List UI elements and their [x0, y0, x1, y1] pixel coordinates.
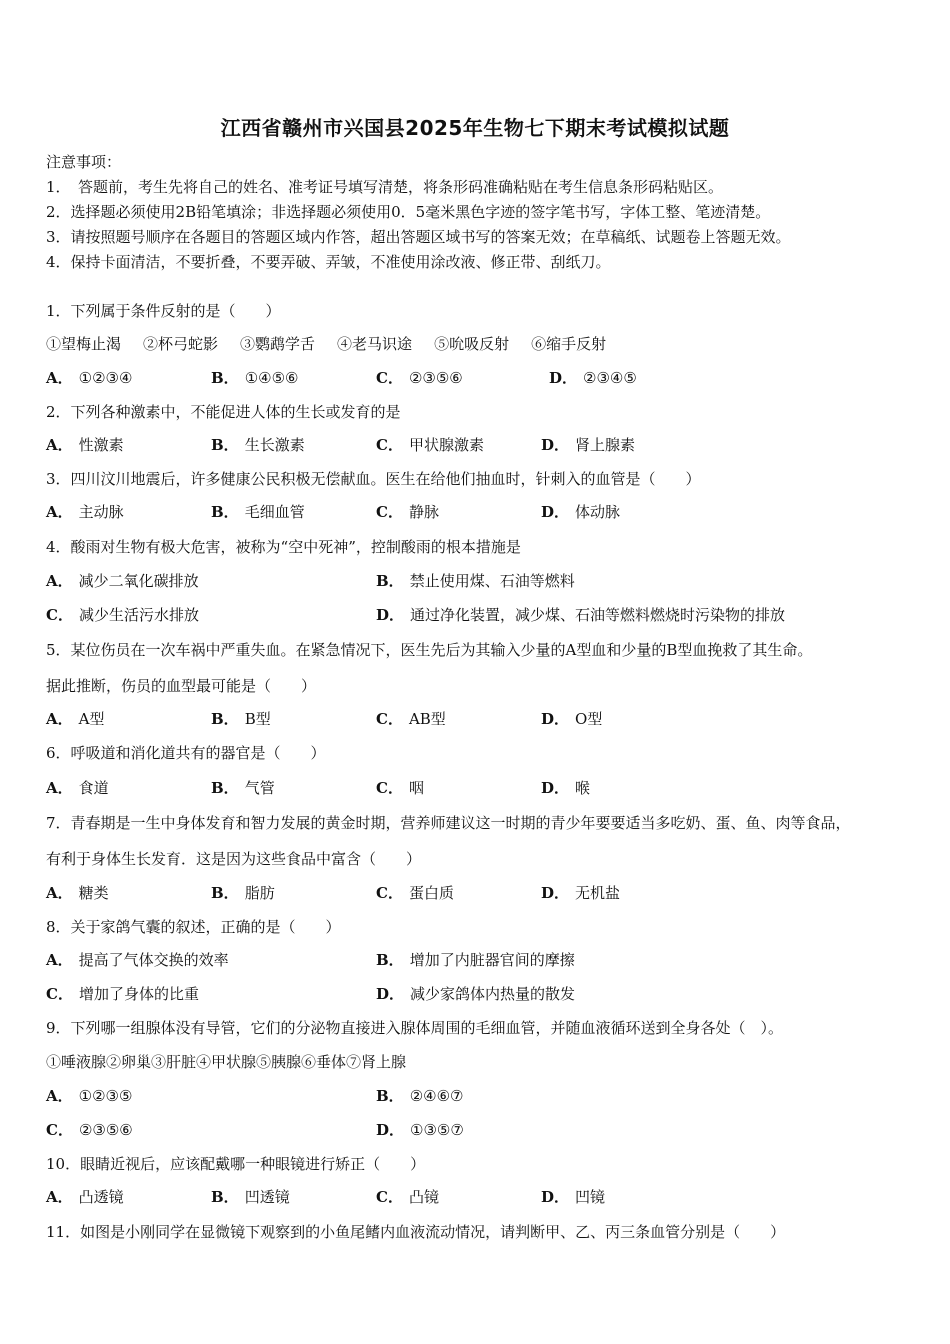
option-c: C． AB型 — [376, 710, 446, 728]
option-a: A． 食道 — [46, 779, 109, 797]
option-c: C． 减少生活污水排放 — [46, 606, 199, 624]
option-d: D． 喉 — [541, 779, 591, 797]
question-stem: 10．眼睛近视后，应该配戴哪一种眼镜进行矫正（ ） — [46, 1155, 426, 1173]
option-c: C． 咽 — [376, 779, 424, 797]
item: ⑤吮吸反射 — [434, 335, 510, 353]
option-a: A． 性激素 — [46, 436, 124, 454]
option-b: B． 凹透镜 — [211, 1188, 290, 1206]
option-a: A． 糖类 — [46, 884, 109, 902]
option-c: C． 甲状腺激素 — [376, 436, 484, 454]
question-stem: 11．如图是小刚同学在显微镜下观察到的小鱼尾鳍内血液流动情况，请判断甲、乙、丙三条血管分别是（ ） — [46, 1223, 786, 1241]
notice-item: 2．选择题必须使用2B铅笔填涂；非选择题必须使用0．5毫米黑色字迹的签字笔书写，字体工整、笔迹清楚。 — [46, 203, 771, 221]
option-a: A． 减少二氧化碳排放 — [46, 572, 199, 590]
option-b: B． 增加了内脏器官间的摩擦 — [376, 951, 575, 969]
question-stem: 1．下列属于条件反射的是（ ） — [46, 302, 281, 320]
option-d: D． ①③⑤⑦ — [376, 1121, 464, 1139]
option-d: D． 体动脉 — [541, 503, 621, 521]
option-a: A． ①②③④ — [46, 369, 133, 387]
option-c: C． 凸镜 — [376, 1188, 439, 1206]
option-b: B． 气管 — [211, 779, 275, 797]
option-c: C． ②③⑤⑥ — [376, 369, 463, 387]
option-b: B． 禁止使用煤、石油等燃料 — [376, 572, 575, 590]
option-d: D． 通过净化装置，减少煤、石油等燃料燃烧时污染物的排放 — [376, 606, 786, 624]
option-b: B． ②④⑥⑦ — [376, 1087, 464, 1105]
question-stem: 9．下列哪一组腺体没有导管，它们的分泌物直接进入腺体周围的毛细血管，并随血液循环送到全身各处（ ）。 — [46, 1019, 784, 1037]
item: ④老马识途 — [337, 335, 413, 353]
item: ②杯弓蛇影 — [143, 335, 219, 353]
option-d: D． 减少家鸽体内热量的散发 — [376, 985, 576, 1003]
notice-item: 3．请按照题号顺序在各题目的答题区域内作答，超出答题区域书写的答案无效；在草稿纸、试题卷上答题无效。 — [46, 228, 791, 246]
item: ①望梅止渴 — [46, 335, 122, 353]
notice-item: 4．保持卡面清洁，不要折叠，不要弄破、弄皱，不准使用涂改液、修正带、刮纸刀。 — [46, 253, 611, 271]
option-a: A． ①②③⑤ — [46, 1087, 133, 1105]
question-stem: 6．呼吸道和消化道共有的器官是（ ） — [46, 744, 326, 762]
question-stem: 4．酸雨对生物有极大危害，被称为“空中死神”，控制酸雨的根本措施是 — [46, 538, 521, 556]
exam-title: 江西省赣州市兴国县2025年生物七下期末考试模拟试题 — [220, 116, 730, 140]
item: ③鹦鹉学舌 — [240, 335, 316, 353]
notice-item: 1． 答题前，考生先将自己的姓名、准考证号填写清楚，将条形码准确粘贴在考生信息条形码粘贴区。 — [46, 178, 724, 196]
question-stem: 5．某位伤员在一次车祸中严重失血。在紧急情况下，医生先后为其输入少量的A型血和少量的B型血挽救了其生命。 — [46, 641, 813, 659]
question-1-items — [46, 334, 628, 354]
option-c: C． ②③⑤⑥ — [46, 1121, 133, 1139]
option-c: C． 增加了身体的比重 — [46, 985, 199, 1003]
option-d: D． O型 — [541, 710, 603, 728]
option-b: B． 生长激素 — [211, 436, 305, 454]
option-c: C． 蛋白质 — [376, 884, 454, 902]
question-stem-continued: 有利于身体生长发育．这是因为这些食品中富含（ ） — [46, 850, 422, 868]
option-d: D． 凹镜 — [541, 1188, 606, 1206]
notice-heading: 注意事项： — [46, 153, 122, 171]
question-stem: 8．关于家鸽气囊的叙述，正确的是（ ） — [46, 918, 341, 936]
option-a: A． 主动脉 — [46, 503, 124, 521]
option-a: A． 提高了气体交换的效率 — [46, 951, 229, 969]
option-c: C． 静脉 — [376, 503, 439, 521]
item: ⑥缩手反射 — [531, 335, 607, 353]
option-d: D． 肾上腺素 — [541, 436, 636, 454]
option-a: A． 凸透镜 — [46, 1188, 124, 1206]
option-d: D． ②③④⑤ — [549, 369, 637, 387]
option-b: B． ①④⑤⑥ — [211, 369, 299, 387]
question-9-items: ①唾液腺②卵巢③肝脏④甲状腺⑤胰腺⑥垂体⑦肾上腺 — [46, 1053, 407, 1071]
option-a: A． A型 — [46, 710, 105, 728]
option-b: B． 毛细血管 — [211, 503, 305, 521]
option-b: B． B型 — [211, 710, 271, 728]
question-stem-continued: 据此推断，伤员的血型最可能是（ ） — [46, 677, 317, 695]
option-d: D． 无机盐 — [541, 884, 621, 902]
option-b: B． 脂肪 — [211, 884, 275, 902]
question-stem: 7．青春期是一生中身体发育和智力发展的黄金时期，营养师建议这一时期的青少年要要适当多吃奶、蛋、鱼、肉等食品， — [46, 814, 851, 832]
question-stem: 2．下列各种激素中，不能促进人体的生长或发育的是 — [46, 403, 401, 421]
question-stem: 3．四川汶川地震后，许多健康公民积极无偿献血。医生在给他们抽血时，针刺入的血管是（ ） — [46, 470, 701, 488]
